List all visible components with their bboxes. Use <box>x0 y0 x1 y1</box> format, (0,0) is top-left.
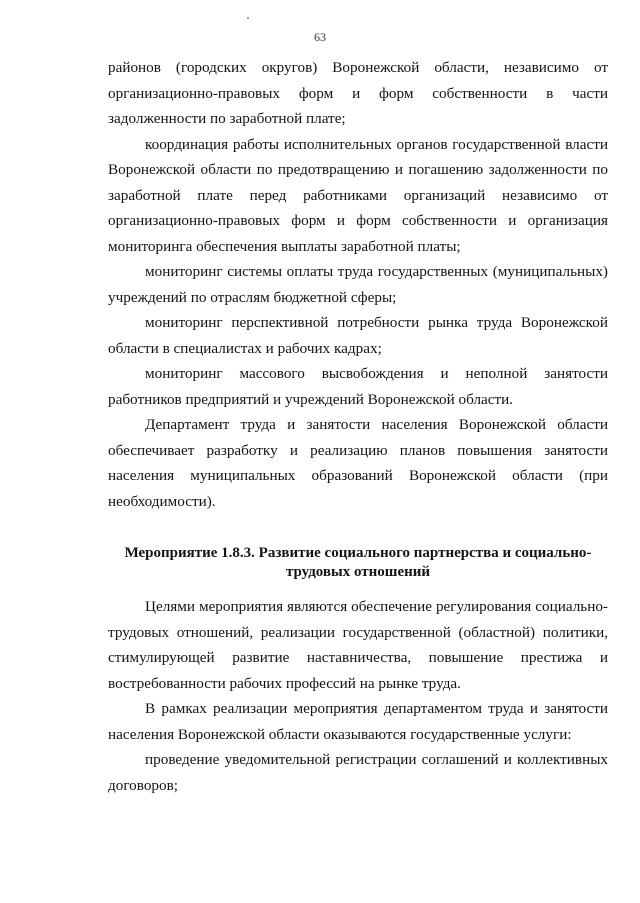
paragraph-monitoring-market: мониторинг перспективной потребности рынка труда Воронежской области в специалистах и рабочих кадрах; <box>108 314 608 357</box>
section-heading <box>108 544 608 582</box>
paragraph-services: В рамках реализации мероприятия департаментом труда и занятости населения Воронежской области оказываются государственные услуги: <box>108 700 608 743</box>
paragraph-monitoring-release: мониторинг массового высвобождения и неполной занятости работников предприятий и учреждений Воронежской области. <box>108 365 608 408</box>
paragraph-registration: проведение уведомительной регистрации соглашений и коллективных договоров; <box>108 751 608 794</box>
scan-speck <box>247 17 249 19</box>
heading-line-2: трудовых отношений <box>285 564 431 580</box>
paragraph-coordination: координация работы исполнительных органов государственной власти Воронежской области по предотвращению и погашению задолженности по заработной плате перед работниками организаций независимо от организационно-правовых форм и форм собственности и организация мониторинга обеспечения выплаты заработной платы; <box>108 135 608 255</box>
page-number: 63 <box>314 30 326 44</box>
paragraph-monitoring-pay: мониторинг системы оплаты труда государственных (муниципальных) учреждений по отраслям бюджетной сферы; <box>108 263 608 306</box>
text-block-bottom <box>108 594 608 798</box>
text-block-top <box>108 55 608 514</box>
paragraph-continuation: районов (городских округов) Воронежской области, независимо от организационно-правовых форм и форм собственности в части задолженности по заработной плате; <box>108 59 608 127</box>
paragraph-goals: Целями мероприятия являются обеспечение регулирования социально-трудовых отношений, реализации государственной (областной) политики, стимулирующей развитие наставничества, повышение престижа и востребованности рабочих профессий на рынке труда. <box>108 598 608 692</box>
heading-line-1: Мероприятие 1.8.3. Развитие социального партнерства и социально- <box>124 545 592 561</box>
paragraph-department: Департамент труда и занятости населения Воронежской области обеспечивает разработку и реализацию планов повышения занятости населения муниципальных образований Воронежской области (при необходимости). <box>108 416 608 510</box>
